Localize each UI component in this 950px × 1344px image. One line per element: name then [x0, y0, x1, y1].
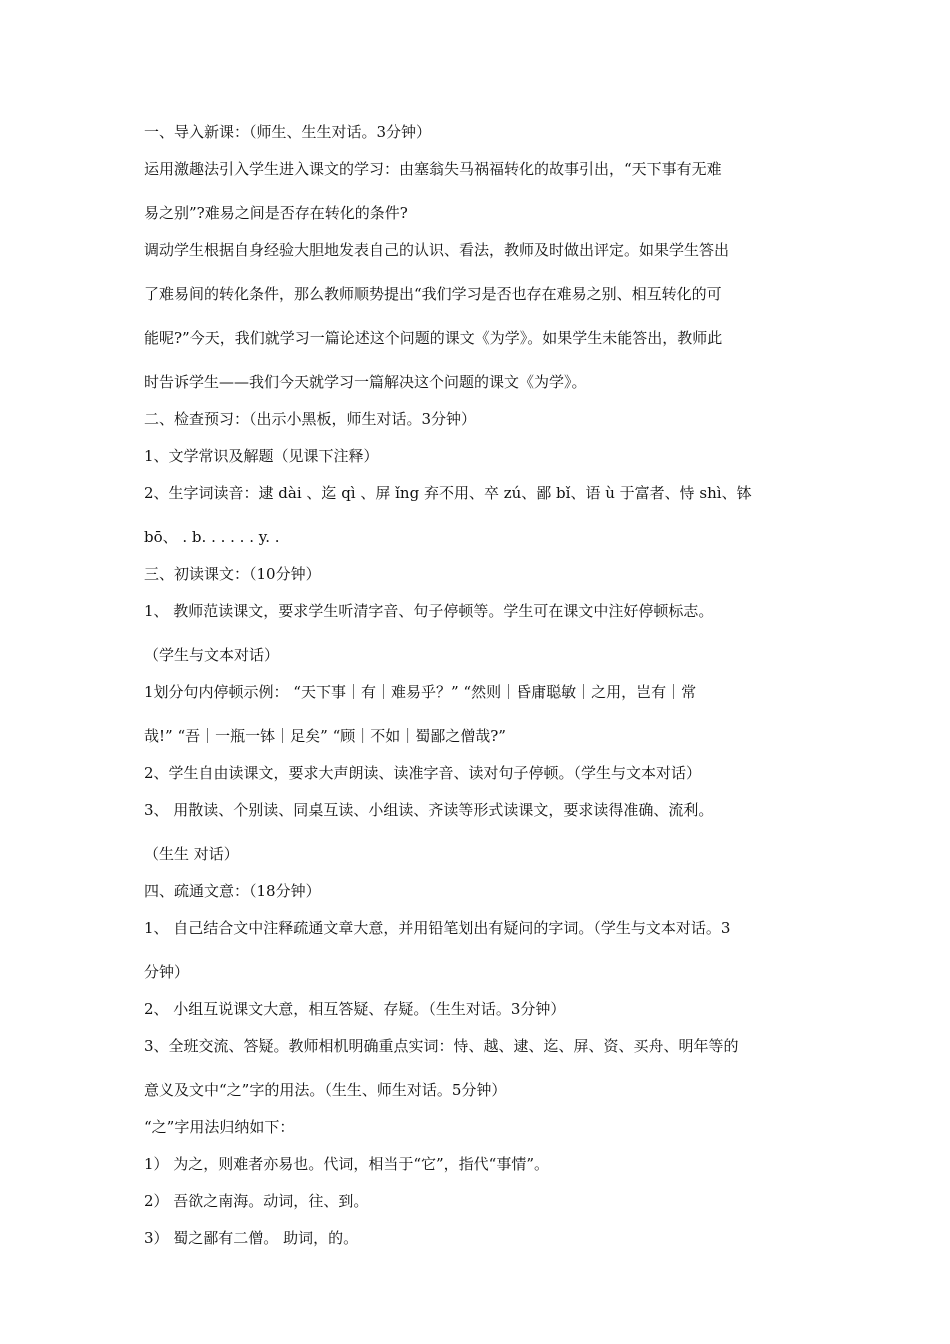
list-item: 3） 蜀之鄙有二僧。 助词，的。 — [144, 1229, 359, 1247]
paragraph-line: 意义及文中“之”字的用法。（生生、师生对话。5分钟） — [144, 1081, 507, 1099]
paragraph-line: 易之别”?难易之间是否存在转化的条件? — [144, 204, 408, 222]
paragraph-line: bō、 . b. . . . . . y. . — [144, 528, 280, 546]
list-item: 1、文学常识及解题（见课下注释） — [144, 447, 379, 465]
list-item: 2、 小组互说课文大意，相互答疑、存疑。（生生对话。3分钟） — [144, 1000, 566, 1018]
paragraph-line: “之”字用法归纳如下： — [144, 1118, 295, 1136]
paragraph-line: 了难易间的转化条件，那么教师顺势提出“我们学习是否也存在难易之别、相互转化的可 — [144, 285, 722, 303]
paragraph-line: 时告诉学生——我们今天就学习一篇解决这个问题的课文《为学》。 — [144, 373, 587, 391]
section-heading-1: 一、导入新课：（师生、生生对话。3分钟） — [144, 123, 432, 141]
list-item: 1、 教师范读课文，要求学生听清字音、句子停顿等。学生可在课文中注好停顿标志。 — [144, 602, 714, 620]
paragraph-line: 分钟） — [144, 963, 190, 981]
section-heading-2: 二、检查预习：（出示小黑板，师生对话。3分钟） — [144, 410, 477, 428]
list-item: 2、学生自由读课文，要求大声朗读、读准字音、读对句子停顿。（学生与文本对话） — [144, 764, 702, 782]
list-item: 2） 吾欲之南海。动词，往、到。 — [144, 1192, 369, 1210]
paragraph-line: 运用激趣法引入学生进入课文的学习：由塞翁失马祸福转化的故事引出，“天下事有无难 — [144, 160, 722, 178]
section-heading-4: 四、疏通文意：（18分钟） — [144, 882, 321, 900]
document-body — [144, 121, 810, 1249]
list-item: 3、全班交流、答疑。教师相机明确重点实词：恃、越、逮、迄、屏、资、买舟、明年等的 — [144, 1037, 739, 1055]
list-item: 1、 自己结合文中注释疏通文章大意，并用铅笔划出有疑问的字词。（学生与文本对话。3 — [144, 919, 731, 937]
paragraph-line: 哉!” “吾｜一瓶一钵｜足矣” “顾｜不如｜蜀鄙之僧哉?” — [144, 727, 506, 745]
paragraph-line: （学生与文本对话） — [144, 646, 280, 664]
section-heading-3: 三、初读课文：（10分钟） — [144, 565, 321, 583]
paragraph-line: 调动学生根据自身经验大胆地发表自己的认识、看法，教师及时做出评定。如果学生答出 — [144, 241, 730, 259]
list-item: 3、 用散读、个别读、同桌互读、小组读、齐读等形式读课文，要求读得准确、流利。 — [144, 801, 714, 819]
list-item: 1） 为之，则难者亦易也。代词，相当于“它”，指代“事情”。 — [144, 1155, 549, 1173]
list-item: 1划分句内停顿示例： “天下事｜有｜难易乎？” “然则｜昏庸聪敏｜之用，岂有｜常 — [144, 683, 697, 701]
list-item: 2、生字词读音：逮 dài 、迄 qì 、屏 ǐng 弃不用、卒 zú、鄙 bǐ、语 ù 于富者、恃 shì、钵 — [144, 484, 752, 502]
paragraph-line: 能呢?”今天，我们就学习一篇论述这个问题的课文《为学》。如果学生未能答出，教师此 — [144, 329, 723, 347]
paragraph-line: （生生 对话） — [144, 845, 239, 863]
